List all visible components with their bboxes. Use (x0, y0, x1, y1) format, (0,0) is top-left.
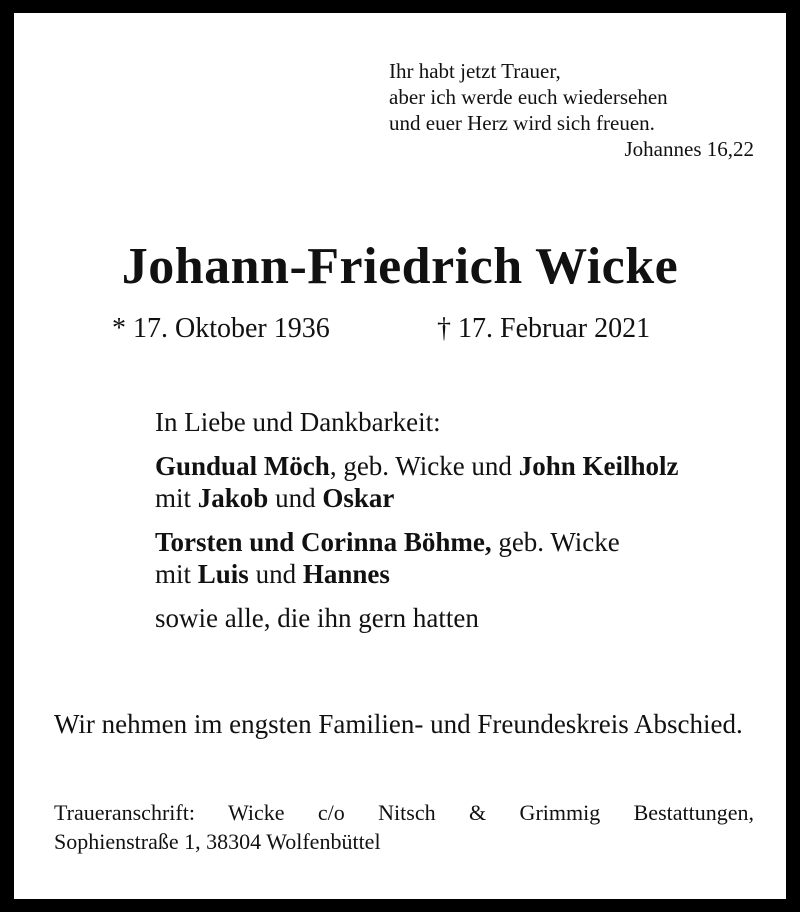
family-entry-1 (155, 450, 678, 482)
mourner-text: und (248, 559, 303, 589)
verse-line: aber ich werde euch wiedersehen (389, 85, 668, 109)
mourner-name: Luis (197, 559, 249, 589)
mourner-name: Jakob (197, 483, 269, 513)
mourners-others: sowie alle, die ihn gern hatten (155, 603, 479, 633)
verse-reference: Johannes 16,22 (624, 137, 754, 161)
mourner-text: mit (155, 483, 198, 513)
deceased-name: Johann-Friedrich Wicke (121, 238, 679, 295)
verse-line: und euer Herz wird sich freuen. (389, 111, 655, 135)
family-entry-1-children (155, 482, 678, 514)
family-entry-2 (155, 526, 678, 558)
family-entry-2-children (155, 558, 678, 590)
address-line-1: Traueranschrift: Wicke c/o Nitsch & Grimmig Bestattungen, (54, 800, 754, 825)
mourner-text: , geb. Wicke und (329, 451, 519, 481)
mourner-text: mit (155, 559, 198, 589)
address-line-2: Sophienstraße 1, 38304 Wolfenbüttel (54, 829, 381, 854)
mourners-intro: In Liebe und Dankbarkeit: (155, 407, 441, 437)
mourner-text: geb. Wicke (491, 527, 620, 557)
mourner-name: Oskar (322, 483, 395, 513)
mourners-list (155, 406, 678, 634)
bible-verse (389, 58, 754, 162)
mourner-name: Hannes (302, 559, 390, 589)
obituary-notice (14, 13, 786, 899)
closing-statement: Wir nehmen im engsten Familien- und Freundeskreis Abschied. (54, 709, 743, 739)
mourner-text: und (268, 483, 323, 513)
condolence-address (54, 798, 754, 856)
mourner-name: Torsten und Corinna Böhme, (155, 527, 492, 557)
birth-date: * 17. Oktober 1936 (112, 313, 330, 344)
mourner-name: Gundual Möch (155, 451, 330, 481)
death-date: † 17. Februar 2021 (437, 313, 651, 344)
verse-line: Ihr habt jetzt Trauer, (389, 59, 561, 83)
mourner-name: John Keilholz (518, 451, 679, 481)
